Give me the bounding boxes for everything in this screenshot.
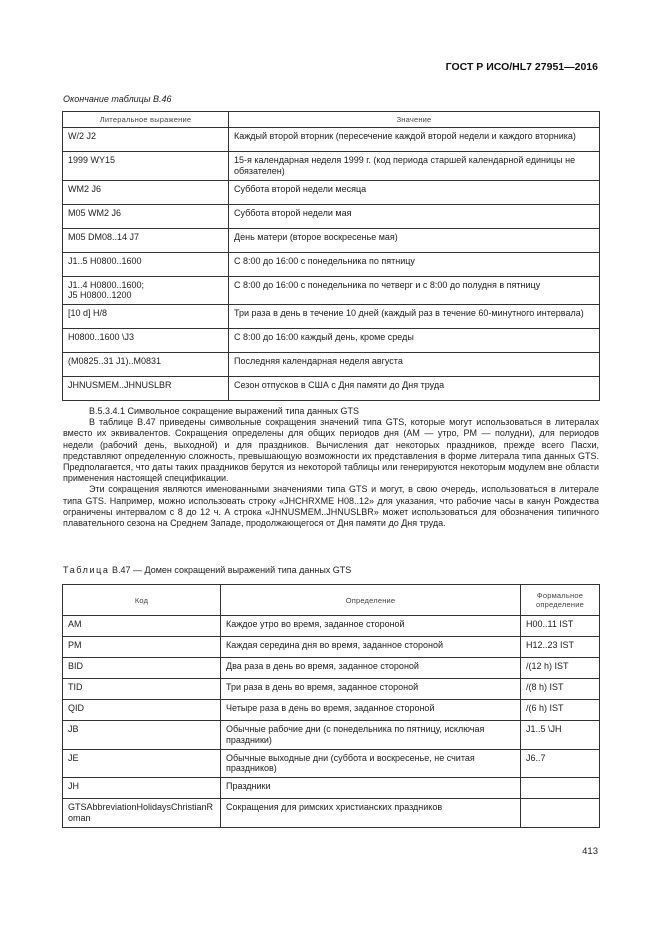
table-row [63, 616, 600, 637]
table-row [63, 128, 600, 152]
table-cell: С 8:00 до 16:00 с понедельника по четверг и с 8:00 до полудня в пятницу [229, 276, 600, 305]
table-row [63, 658, 600, 679]
table-row [63, 152, 600, 181]
table-cell: JHNUSMEM..JHNUSLBR [63, 377, 229, 401]
table-cell: (M0825..31 J1)..M0831 [63, 353, 229, 377]
table-caption-continuation: Окончание таблицы В.46 [63, 94, 172, 104]
table-cell [521, 799, 600, 828]
table-caption-title: В.47 — Домен сокращений выражений типа данных GTS [112, 565, 352, 575]
table-row [63, 778, 600, 799]
table-cell: Сокращения для римских христианских праздников [221, 799, 521, 828]
table-cell: С 8:00 до 16:00 каждый день, кроме среды [229, 329, 600, 353]
table-cell: M05 DM08..14 J7 [63, 228, 229, 252]
table-cell: J6..7 [521, 749, 600, 778]
table-cell: /(6 h) IST [521, 700, 600, 721]
table-cell: Последняя календарная неделя августа [229, 353, 600, 377]
table-cell: Праздники [221, 778, 521, 799]
table-cell: WM2 J6 [63, 180, 229, 204]
table-row [63, 637, 600, 658]
table-cell: Суббота второй недели месяца [229, 180, 600, 204]
table-cell: Суббота второй недели мая [229, 204, 600, 228]
table-row [63, 228, 600, 252]
table-cell: GTSAbbreviationHolidaysChristianRoman [63, 799, 221, 828]
table-cell: QID [63, 700, 221, 721]
column-header-definition: Определение [221, 585, 521, 616]
table-row [63, 204, 600, 228]
table-body [63, 128, 600, 401]
table-cell: M05 WM2 J6 [63, 204, 229, 228]
table-cell: Каждая середина дня во время, заданное стороной [221, 637, 521, 658]
table-header-row [63, 585, 600, 616]
table-cell: Сезон отпусков в США с Дня памяти до Дня труда [229, 377, 600, 401]
table-cell: H12..23 IST [521, 637, 600, 658]
table-cell: JE [63, 749, 221, 778]
table-cell: Два раза в день во время, заданное стороной [221, 658, 521, 679]
table-cell: 1999 WY15 [63, 152, 229, 181]
table-cell: W/2 J2 [63, 128, 229, 152]
table-cell: TID [63, 679, 221, 700]
table-caption-label: Таблица [63, 565, 110, 575]
table-row [63, 799, 600, 828]
table-cell [521, 778, 600, 799]
table-row [63, 679, 600, 700]
table-row [63, 721, 600, 750]
table-cell: Каждое утро во время, заданное стороной [221, 616, 521, 637]
paragraph: Эти сокращения являются именованными значениями типа GTS и могут, в свою очередь, использоваться в литерале типа GTS. Например, можно использовать строку «JHCHRXME H08..12» для указания, что рабочие часы в канун Рождества ограничены интервалом с 8 до 12 ч. А строка «JHNUSMEM..JHNUSLBR» может использоваться для обозначения типичного плавательного сезона на Среднем Западе, продолжающегося от Дня памяти до Дня труда. [63, 484, 599, 529]
table-cell: Три раза в день в течение 10 дней (каждый раз в течение 60-минутного интервала) [229, 305, 600, 329]
table-cell: День матери (второе воскресенье мая) [229, 228, 600, 252]
table-body [63, 616, 600, 828]
table-cell: Обычные рабочие дни (с понедельника по пятницу, исключая праздники) [221, 721, 521, 750]
column-header-formal: Формальное определение [521, 585, 600, 616]
table-cell: С 8:00 до 16:00 с понедельника по пятницу [229, 252, 600, 276]
section-heading: В.5.3.4.1 Символьное сокращение выражений типа данных GTS [89, 406, 360, 416]
table-header-row [63, 112, 600, 128]
table-row [63, 329, 600, 353]
table-cell: Четыре раза в день во время, заданное стороной [221, 700, 521, 721]
column-header-code: Код [63, 585, 221, 616]
table-cell: JH [63, 778, 221, 799]
document-code: ГОСТ Р ИСО/HL7 27951—2016 [445, 61, 598, 73]
table-cell: 15-я календарная неделя 1999 г. (код периода старшей календарной единицы не обязателен) [229, 152, 600, 181]
table-cell: AM [63, 616, 221, 637]
literal-expressions-table [62, 111, 600, 401]
table-cell: J1..5 H0800..1600 [63, 252, 229, 276]
table-row [63, 700, 600, 721]
table-cell: [10 d] H/8 [63, 305, 229, 329]
table-cell: H0800..1600 \J3 [63, 329, 229, 353]
table-row [63, 353, 600, 377]
table-caption [63, 565, 351, 575]
table-cell: H00..11 IST [521, 616, 600, 637]
column-header-meaning: Значение [229, 112, 600, 128]
table-cell: /(12 h) IST [521, 658, 600, 679]
page-number: 413 [582, 846, 598, 857]
table-row [63, 276, 600, 305]
table-cell: PM [63, 637, 221, 658]
table-cell: J1..4 H0800..1600; J5 H0800..1200 [63, 276, 229, 305]
section-text [63, 406, 599, 529]
table-cell: J1..5 \JH [521, 721, 600, 750]
table-row [63, 749, 600, 778]
gts-abbreviations-table [62, 584, 600, 828]
table-cell: Три раза в день во время, заданное стороной [221, 679, 521, 700]
table-row [63, 252, 600, 276]
table-row [63, 305, 600, 329]
table-row [63, 180, 600, 204]
table-row [63, 377, 600, 401]
paragraph: В таблице В.47 приведены символьные сокращения значений типа GTS, которые могут использоваться в литералах вместо их эквивалентов. Сокращения определены для общих периодов дня (AM — утро, PM — полудни), для периодов недели (рабочий день, выходной) и для праздников. Вычисления дат некоторых праздников, прежде всего Пасхи, представляют определенную сложность, превышающую возможности их представления в форме литерала типа данных GTS. Предполагается, что даты таких праздников берутся из некоторой таблицы или генерируются некоторым модулем вне области применения настоящей спецификации. [63, 417, 599, 484]
table-cell: BID [63, 658, 221, 679]
table-cell: Каждый второй вторник (пересечение каждой второй недели и каждого вторника) [229, 128, 600, 152]
table-cell: JB [63, 721, 221, 750]
table-cell: /(8 h) IST [521, 679, 600, 700]
column-header-literal: Литеральное выражение [63, 112, 229, 128]
table-cell: Обычные выходные дни (суббота и воскресенье, не считая праздников) [221, 749, 521, 778]
